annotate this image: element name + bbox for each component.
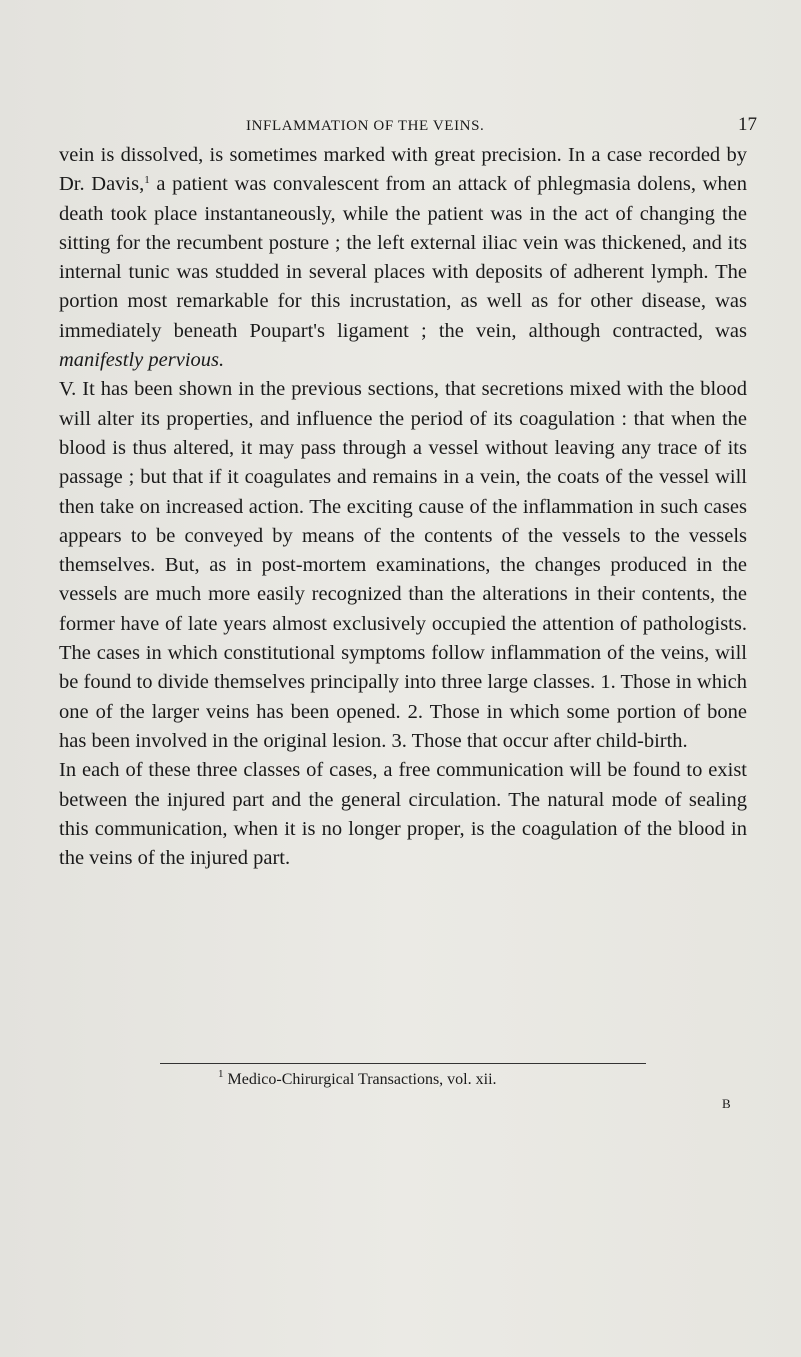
paragraph-1	[59, 141, 747, 375]
signature-mark: B	[722, 1096, 731, 1111]
footnote-text: Medico-Chirurgical Transactions, vol. xii.	[223, 1071, 497, 1088]
body-text	[59, 141, 747, 873]
footnote-reference: 1	[144, 174, 150, 187]
running-head: INFLAMMATION OF THE VEINS.	[246, 118, 485, 134]
paragraph-3: In each of these three classes of cases, a free communication will be found to exist between the injured part and the general circulation. The natural mode of sealing this communication, when it is no longer proper, is the coagulation of the blood in the veins of the injured part.	[59, 759, 747, 870]
paragraph-2: V. It has been shown in the previous sections, that secretions mixed with the blood will alter its properties, and influence the period of its coagulation : that when the blood is thus altered, it may pass through a vessel without leaving any trace of its passage ; but that if it coagulates and remains in a vein, the coats of the vessel will then take on increased action. The exciting cause of the inflammation in such cases appears to be conveyed by means of the contents of the vessels to the vessels themselves. But, as in post-mortem examinations, the changes produced in the vessels are much more easily recognized than the alterations in their contents, the former have of late years almost exclusively occupied the attention of pathologists. The cases in which constitutional symptoms follow inflammation of the veins, will be found to divide themselves principally into three large classes. 1. Those in which one of the larger veins has been opened. 2. Those in which some portion of bone has been involved in the original lesion. 3. Those that occur after child-birth.	[59, 378, 747, 752]
paragraph-1-part-a: vein is dissolved, is sometimes marked with great precision. In a case recorded by Dr. Davis,	[59, 144, 747, 196]
footnote-divider	[160, 1063, 646, 1064]
footnote-mark: 1	[218, 1068, 224, 1080]
footnote	[218, 1068, 497, 1089]
emphasis-text: manifestly pervious.	[59, 349, 225, 372]
paragraph-1-part-b: a patient was convalescent from an attack of phlegmasia dolens, when death took place instantaneously, while the patient was in the act of changing the sitting for the recumbent posture ; the left external iliac vein was thickened, and its internal tunic was studded in several places with deposits of adherent lymph. The portion most remarkable for this incrustation, as well as for other disease, was immediately beneath Poupart's ligament ; the vein, although contracted, was	[59, 173, 747, 342]
page-number: 17	[738, 114, 757, 135]
